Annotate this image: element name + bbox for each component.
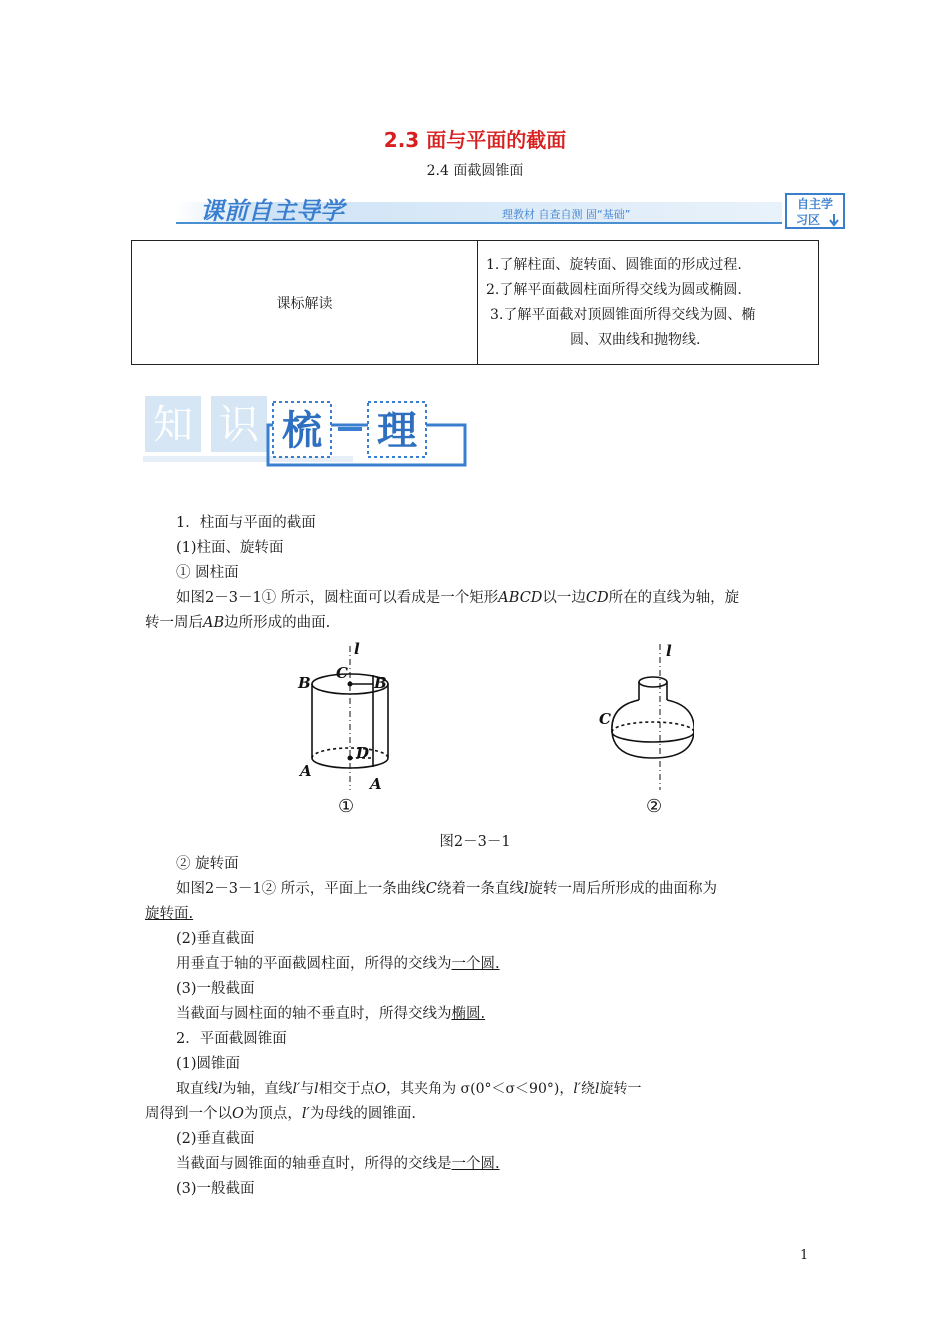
page-number: 1 xyxy=(800,1248,809,1263)
standards-item: 2.了解平面截圆柱面所得交线为圆或椭圆. xyxy=(486,281,742,298)
banner-char-shi: 识 xyxy=(219,402,259,448)
banner-char-li: 理 xyxy=(377,408,417,454)
heading-cone-section: 2．平面截圆锥面 xyxy=(176,1031,287,1047)
answer-circle-2: 一个圆. xyxy=(451,1156,500,1172)
subheading-cylinder-general: (3)一般截面 xyxy=(176,981,255,997)
answer-circle-1: 一个圆. xyxy=(451,956,500,972)
subheading-rotation-surface: ② 旋转面 xyxy=(176,856,239,872)
subheading-cone-perpendicular: (2)垂直截面 xyxy=(176,1131,255,1147)
paragraph-cylinder-general: 当截面与圆柱面的轴不垂直时，所得交线为椭圆. xyxy=(176,1006,486,1022)
banner-badge-line2: 习区 xyxy=(795,213,821,227)
fig1-number: ① xyxy=(338,796,355,817)
banner-char-shu: 梳 xyxy=(282,408,322,454)
banner-badge-line1: 自主学 xyxy=(796,197,834,211)
paragraph-cylinder-line1: 如图2－3－1① 所示，圆柱面可以看成是一个矩形ABCD以一边CD所在的直线为轴，旋 xyxy=(176,590,740,606)
paragraph-cone-perpendicular: 当截面与圆锥面的轴垂直时，所得的交线是一个圆. xyxy=(176,1156,500,1172)
page-title: 2.3 面与平面的截面 xyxy=(383,128,567,152)
standards-item: 圆、双曲线和抛物线. xyxy=(570,331,701,348)
standards-items xyxy=(478,241,819,365)
fig1-label-a-right: A xyxy=(370,775,382,793)
banner-char-zhi: 知 xyxy=(153,402,193,448)
fig2-label-l: l xyxy=(666,642,672,660)
fig1-label-c: C xyxy=(336,664,348,682)
subheading-cylinder-perpendicular: (2)垂直截面 xyxy=(176,931,255,947)
fig1-label-d: D xyxy=(356,744,370,762)
fig1-label-a-left: A xyxy=(300,762,312,780)
fig1-label-b-right: B xyxy=(374,674,387,692)
banner-main-text: 课前自主导学 xyxy=(200,197,344,225)
subheading-cylinder-rotation: (1)柱面、旋转面 xyxy=(176,540,284,556)
paragraph-cylinder-perpendicular: 用垂直于轴的平面截圆柱面，所得的交线为一个圆. xyxy=(176,956,500,972)
section-banner-preclass xyxy=(176,192,848,232)
paragraph-cone-line1: 取直线l为轴，直线l′与l相交于点O，其夹角为 σ(0°＜σ＜90°)，l′绕l旋转一 xyxy=(176,1081,642,1097)
figure-cylinder-and-rotation-surface xyxy=(294,640,694,825)
heading-cylinder-section: 1．柱面与平面的截面 xyxy=(176,515,316,531)
banner-slogan-text: 理教材 自查自测 固“基础” xyxy=(502,208,631,221)
subheading-cone-general: (3)一般截面 xyxy=(176,1181,255,1197)
knowledge-review-banner xyxy=(143,392,468,472)
figure-caption: 图2－3－1 xyxy=(439,834,511,850)
paragraph-cone-line2: 周得到一个以O为顶点，l′为母线的圆锥面. xyxy=(145,1106,416,1122)
fig1-label-b-left: B xyxy=(298,674,311,692)
fig2-label-c: C xyxy=(599,710,611,728)
answer-rotation-surface: 旋转面. xyxy=(145,906,194,922)
page-subtitle: 2.4 面截圆锥面 xyxy=(426,163,524,179)
curriculum-standards-table xyxy=(131,240,819,365)
fig1-label-l: l xyxy=(354,640,360,658)
fig2-number: ② xyxy=(646,796,663,817)
paragraph-rotation-line1: 如图2－3－1② 所示，平面上一条曲线C绕着一条直线l旋转一周后所形成的曲面称为 xyxy=(176,881,718,897)
subheading-cylinder-surface: ① 圆柱面 xyxy=(176,565,239,581)
paragraph-cylinder-line2: 转一周后AB边所形成的曲面. xyxy=(145,615,331,631)
subheading-cone-surface: (1)圆锥面 xyxy=(176,1056,241,1072)
answer-ellipse: 椭圆. xyxy=(451,1006,486,1022)
standards-item: 3.了解平面截对顶圆锥面所得交线为圆、椭 xyxy=(490,306,756,323)
paragraph-rotation-line2 xyxy=(145,902,193,927)
standards-item: 1.了解柱面、旋转面、圆锥面的形成过程. xyxy=(486,256,742,273)
standards-label: 课标解读 xyxy=(132,241,478,365)
